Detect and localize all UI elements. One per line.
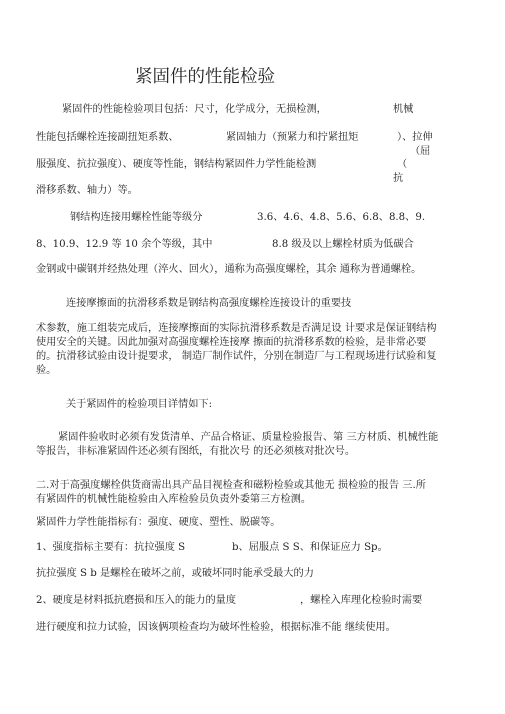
text-line: 服强度、抗拉强度）、硬度等性能，钢结构紧固件力学性能检测 [36,159,317,170]
text-line: b、屈服点 S S、和保证应力 Sp。 [232,542,388,553]
text-line: 连接摩擦面的抗滑移系数是钢结构高强度螺栓连接设计的重要技 [66,298,352,309]
text-line: 有紧固件的机械性能检验由入库检验员负责外委第三方检测。 [36,494,312,505]
text-line: 紧固件力学性能指标有：强度、硬度、塑性、脱碳等。 [36,517,281,528]
text-line: 紧固件的性能检验项目包括：尺寸，化学成分，无损检测， [62,104,327,115]
text-line: 使用安全的关键。因此加强对高强度螺栓连接摩 擦面的抗滑移系数的检验，是非常必要 [36,337,427,348]
text-line: 3.6、4.6、4.8、5.6、6.8、8.8、9. [257,212,426,223]
text-line: ）、拉伸 [397,132,433,143]
text-line: 术参数，施工组装完成后，连接摩擦面的实际抗滑移系数是否满足设 计要求是保证钢结构 [36,323,437,334]
text-line: 紧固轴力（预紧力和拧紧扭矩 [226,132,359,143]
text-line: 二.对于高强度螺栓供货商需出具产品目视检查和磁粉检验或其他无 损检验的报告 三.所 [36,480,426,491]
text-line: 1、强度指标主要有：抗拉强度 S [36,542,186,553]
text-line: 8.8 级及以上螺栓材质为低碳合 [272,239,414,250]
text-line: 紧固件验收时必须有发货清单、产品合格证、质量检验报告、第 三方材质、机械性能 [58,432,439,443]
text-line: 滑移系数、轴力）等。 [36,185,138,196]
text-line: 机械 [393,104,414,115]
text-line: 抗 [393,173,404,184]
text-line: （ [397,159,408,170]
text-line: 的。抗滑移试验由设计提要求， 制造厂制作试件，分别在制造厂与工程现场进行试验和复 [36,351,437,362]
text-line: 抗拉强度 S b 是螺栓在破坏之前，或破坏同时能承受最大的力 [36,568,314,579]
text-line: 8、10.9、12.9 等 10 余个等级，其中 [36,239,213,250]
document-title: 紧固件的性能检验 [135,67,275,87]
text-line: ，螺栓入库理化检验时需要 [300,595,423,606]
text-line: 2、硬度是材料抵抗磨损和压入的能力的量度 [36,595,237,606]
text-line: 等报告，非标准紧固件还必须有图纸，有批次号 的还必须核对批次号。 [36,446,356,457]
text-line: 金钢或中碳钢并经热处理（淬火、回火），通称为高强度螺栓，其余 通称为普通螺栓。 [36,264,422,275]
text-line: 进行硬度和拉力试验，因该俩项检查均为破坏性检验，根据标准不能 继续使用。 [36,622,396,633]
text-line: （屈 [410,146,431,157]
text-line: 关于紧固件的检验项目详情如下: [66,399,213,410]
text-line: 验。 [36,365,57,376]
text-line: 钢结构连接用螺栓性能等级分 [70,212,203,223]
text-line: 性能包括螺栓连接副扭矩系数、 [36,132,179,143]
